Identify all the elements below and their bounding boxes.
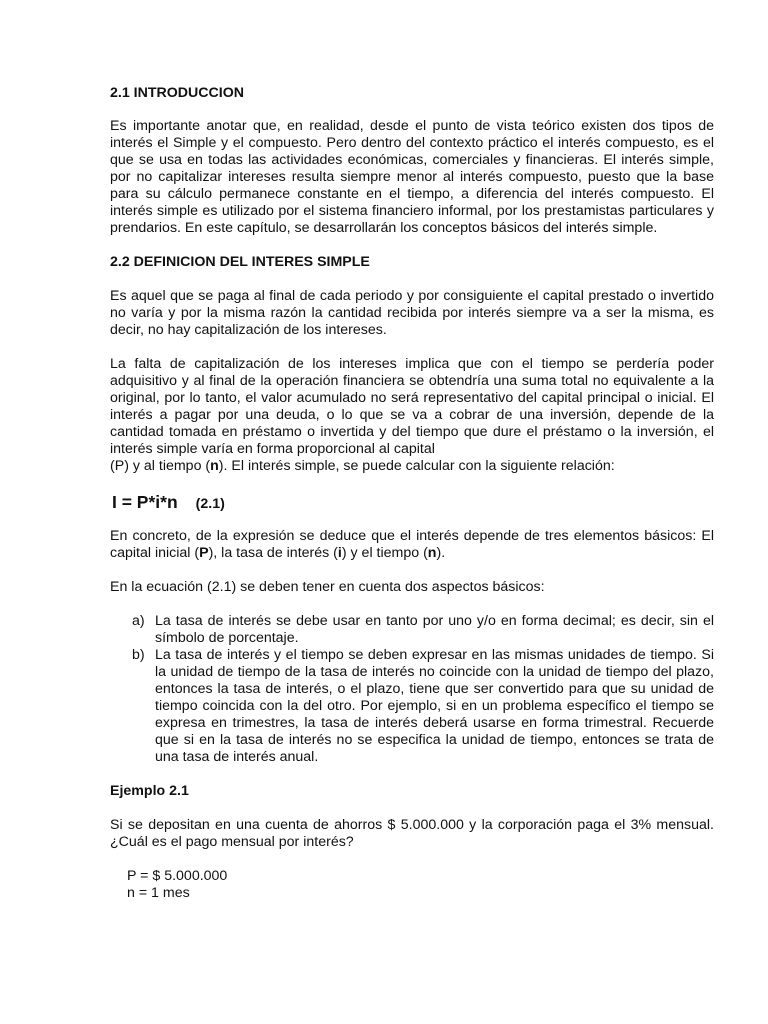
aspects-list: [110, 613, 714, 766]
tail-text-a: (P) y al tiempo (: [110, 458, 211, 474]
concrete-variable-p: P: [199, 545, 209, 561]
example-heading: Ejemplo 2.1: [110, 783, 189, 799]
list-marker: a): [132, 613, 145, 629]
list-item: [110, 647, 714, 766]
definition-paragraph-2-main: La falta de capitalización de los intereses implica que con el tiempo se perdería poder adquisitivo y al final de la operación financiera se obtendría una suma total no equivalente a la original, por lo tanto, el valor acumulado no será representativo del capital principal o inicial. El interés a pagar por una deuda, o lo que se va a cobrar de una inversión, depende de la cantidad tomada en préstamo o invertida y del tiempo que dure el préstamo o la inversión, el interés simple varía en forma proporcional al capital: [110, 356, 714, 457]
section-heading-definicion: 2.2 DEFINICION DEL INTERES SIMPLE: [110, 254, 370, 270]
example-statement: Si se depositan en una cuenta de ahorros $ 5.000.000 y la corporación paga el 3% mensual. ¿Cuál es el pago mensual por interés?: [110, 817, 714, 850]
formula-reference: (2.1): [195, 496, 225, 512]
simple-interest-formula: I = P*i*n: [112, 492, 178, 512]
example-given-values: [110, 868, 714, 902]
concrete-paragraph: [110, 528, 714, 562]
definition-paragraph-2-tail: [110, 458, 714, 475]
concrete-text-d: ).: [436, 545, 446, 561]
concrete-variable-i: i: [337, 545, 342, 561]
intro-paragraph: Es importante anotar que, en realidad, desde el punto de vista teórico existen dos tipos de interés el Simple y el compuesto. Pero dentro del contexto práctico el interés compuesto, es el que se usa en todas las actividades económicas, comerciales y financieras. El interés simple, por no capitalizar intereses resulta siempre menor al interés compuesto, puesto que la base para su cálculo permanece constante en el tiempo, a diferencia del interés compuesto. El interés simple es utilizado por el sistema financiero informal, por los prestamistas particulares y prendarios. En este capítulo, se desarrollarán los conceptos básicos del interés simple.: [110, 118, 714, 236]
tail-text-b: ). El interés simple, se puede calcular con la siguiente relación:: [218, 458, 615, 474]
list-marker: b): [132, 647, 145, 663]
definition-paragraph-2: [110, 356, 714, 475]
document-page: [110, 80, 714, 902]
concrete-text-b: ), la tasa de interés (: [208, 545, 338, 561]
equation-intro-paragraph: En la ecuación (2.1) se deben tener en cuenta dos aspectos básicos:: [110, 579, 545, 595]
concrete-variable-n: n: [427, 545, 437, 561]
concrete-text-a: En concreto, de la expresión se deduce que el interés depende de tres elementos básicos: El capital inicial (: [110, 528, 714, 561]
section-heading-introduccion: 2.1 INTRODUCCION: [110, 85, 245, 101]
tail-variable-n: n: [210, 458, 219, 474]
given-principal: P = $ 5.000.000: [127, 868, 228, 884]
given-periods: n = 1 mes: [127, 885, 190, 901]
list-item-text: La tasa de interés y el tiempo se deben expresar en las mismas unidades de tiempo. Si la unidad de tiempo de la tasa de interés no coincide con la unidad de tiempo del plazo, entonces la tasa de interés, o el plazo, tiene que ser convertido para que su unidad de tiempo coincida con la del otro. Por ejemplo, si en un problema específico el tiempo se expresa en trimestres, la tasa de interés deberá usarse en forma trimestral. Recuerde que si en la tasa de interés no se especifica la unidad de tiempo, entonces se trata de una tasa de interés anual.: [155, 647, 714, 765]
concrete-text-c: ) y el tiempo (: [341, 545, 428, 561]
formula-row: [112, 494, 714, 513]
definition-paragraph-1: Es aquel que se paga al final de cada periodo y por consiguiente el capital prestado o invertido no varía y por la misma razón la cantidad recibida por interés siempre va a ser la misma, es decir, no hay capitalización de los intereses.: [110, 288, 714, 338]
list-item: [110, 613, 714, 647]
list-item-text: La tasa de interés se debe usar en tanto por uno y/o en forma decimal; es decir, sin el símbolo de porcentaje.: [155, 613, 714, 646]
